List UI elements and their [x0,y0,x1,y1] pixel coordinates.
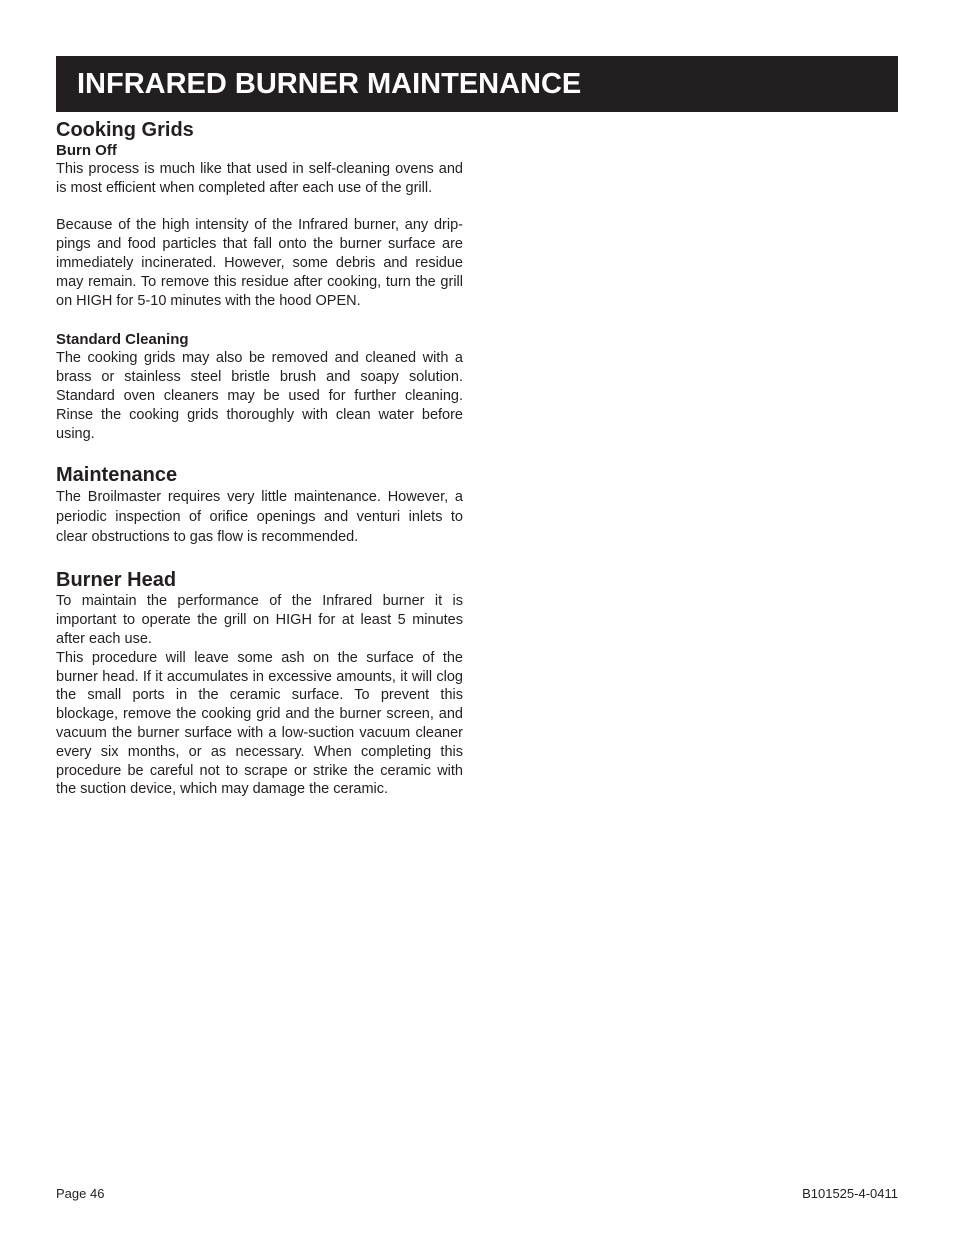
burner-head-heading: Burner Head [56,569,177,592]
section-spacer [56,310,463,331]
cooking-grids-heading: Cooking Grids [56,119,194,141]
standard-cleaning-heading: Standard Cleaning [56,331,189,349]
burner-head-paragraph-2: This procedure will leave some ash on the surface of the burner head. If it accumulates in excessive amounts, it will clog the small ports in the ceramic surface. To prevent this blockage, remove the cooking grid and the burner screen, and vacuum the burner surface with a low-suction vacuum cleaner every six months, or as necessary. When completing this procedure be careful not to scrape or strike the ceramic with the suction device, which may damage the ceramic. [56,649,463,798]
standard-cleaning-paragraph: The cooking grids may also be removed and cleaned with a brass or stainless steel bristle brush and soapy solution. Standard oven cleaners may be used for further cleaning. Rinse the cooking grids thoroughly with clean water before using. [56,350,463,442]
content-column [56,118,463,799]
burn-off-paragraph-1: This process is much like that used in self-cleaning ovens and is most efficient when completed after each use of the grill. [56,161,463,196]
maintenance-heading: Maintenance [56,464,178,487]
page-title: INFRARED BURNER MAINTENANCE [77,68,582,100]
maintenance-paragraph: The Broilmaster requires very little maintenance. However, a periodic inspection of orifice openings and venturi inlets to clear obstructions to gas flow is recommended. [56,489,463,546]
section-spacer [56,547,463,568]
section-spacer [56,443,463,463]
paragraph-spacer [56,198,463,217]
page-number: Page 46 [56,1186,105,1201]
burn-off-paragraph-2: Because of the high intensity of the Infrared burner, any drippings and food particles that fall onto the burner surface are immediately incinerated. However, some debris and residue may remain. To remove this residue after cooking, turn the grill on HIGH for 5-10 minutes with the hood OPEN. [56,217,463,309]
burn-off-heading: Burn Off [56,142,117,159]
document-code: B101525-4-0411 [802,1186,898,1201]
section-title-bar [56,56,898,112]
burner-head-paragraph-1: To maintain the performance of the Infrared burner it is important to operate the grill on HIGH for at least 5 minutes after each use. [56,593,463,647]
